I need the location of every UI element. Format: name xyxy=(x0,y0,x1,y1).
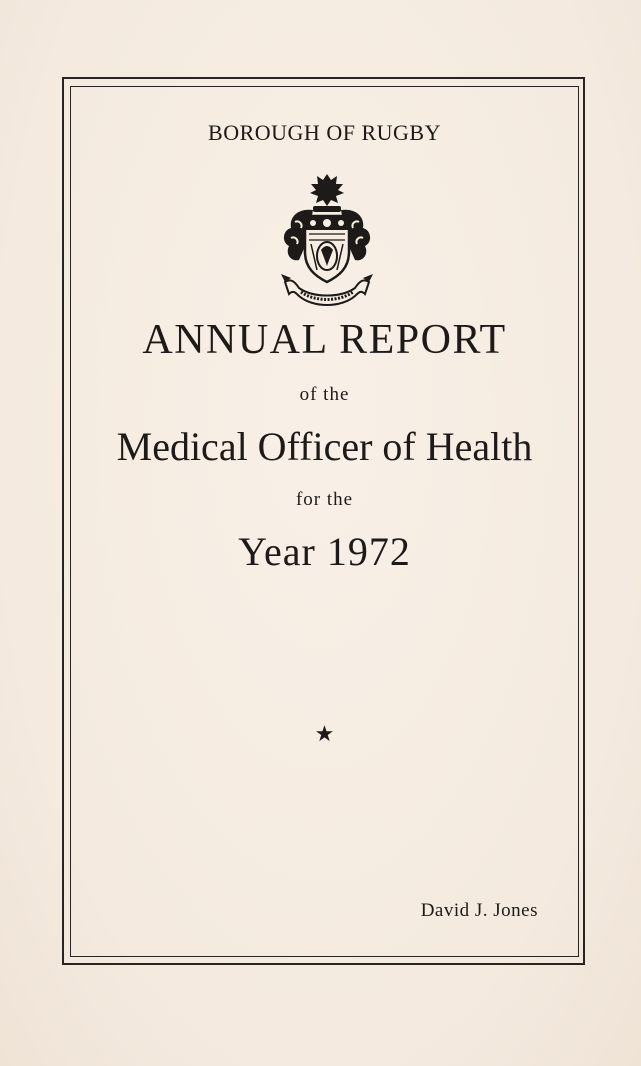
connector-for-the: for the xyxy=(295,489,354,510)
borough-heading: BOROUGH OF RUGBY xyxy=(208,120,441,145)
report-title: ANNUAL REPORT xyxy=(142,317,507,363)
report-year: Year 1972 xyxy=(238,529,411,574)
coat-of-arms-icon xyxy=(277,170,377,312)
report-subject: Medical Officer of Health xyxy=(116,424,533,469)
connector-of-the: of the xyxy=(299,384,350,405)
author-name: David J. Jones xyxy=(420,900,538,921)
star-ornament-icon: ★ xyxy=(314,722,335,747)
